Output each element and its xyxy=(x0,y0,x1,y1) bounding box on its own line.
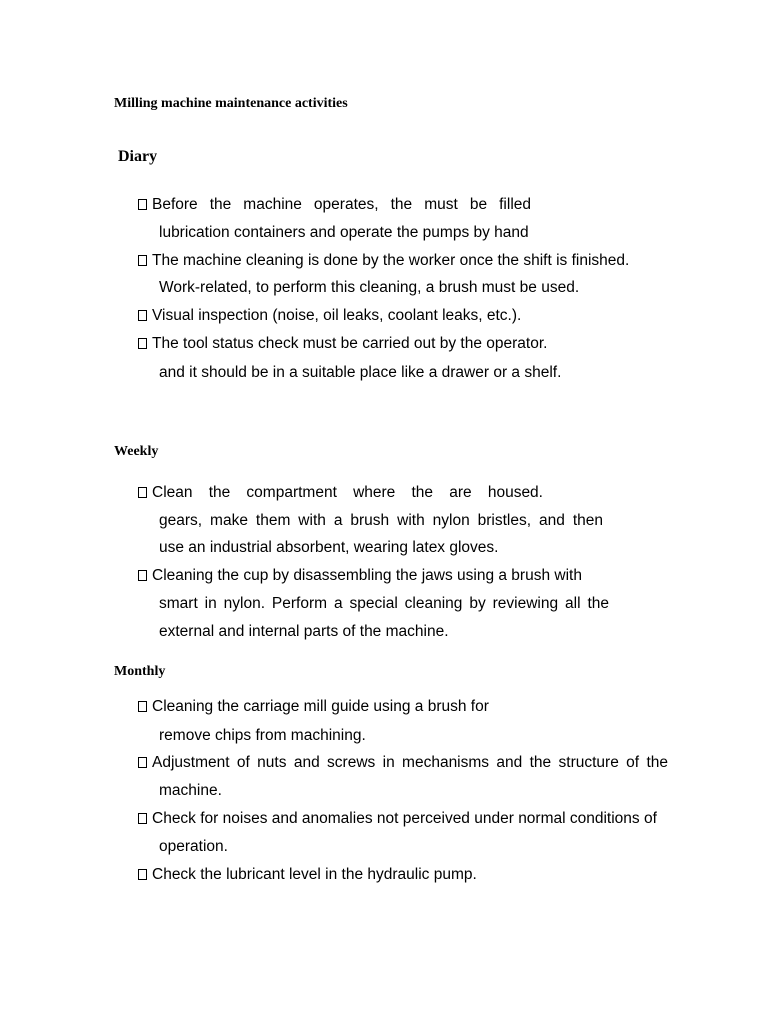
section-heading-diary: Diary xyxy=(118,148,158,165)
monthly-item-3-line-1: Check for noises and anomalies not perceived under normal conditions of xyxy=(138,808,657,830)
diary-item-1-line-2: lubrication containers and operate the pumps by hand xyxy=(159,224,529,241)
bullet-box-icon xyxy=(138,869,147,880)
bullet-box-icon xyxy=(138,310,147,321)
bullet-box-icon xyxy=(138,757,147,768)
bullet-box-icon xyxy=(138,255,147,266)
diary-item-2-line-2: Work-related, to perform this cleaning, a brush must be used. xyxy=(159,279,580,296)
bullet-box-icon xyxy=(138,570,147,581)
weekly-item-1-line-2: gears, make them with a brush with nylon bristles, and then xyxy=(159,512,603,529)
monthly-item-3-line-2: operation. xyxy=(159,838,228,855)
weekly-item-1-line-1: Clean the compartment where the are housed. xyxy=(138,482,543,504)
weekly-item-2-line-3: external and internal parts of the machine. xyxy=(159,623,449,640)
bullet-box-icon xyxy=(138,813,147,824)
diary-item-2-line-1: The machine cleaning is done by the worker once the shift is finished. xyxy=(138,250,629,272)
monthly-item-4-line-1: Check the lubricant level in the hydraulic pump. xyxy=(138,864,477,886)
bullet-box-icon xyxy=(138,487,147,498)
section-heading-monthly: Monthly xyxy=(114,664,166,679)
weekly-item-1-line-3: use an industrial absorbent, wearing latex gloves. xyxy=(159,539,499,556)
monthly-item-1-line-2: remove chips from machining. xyxy=(159,727,366,744)
monthly-item-2-line-2: machine. xyxy=(159,782,222,799)
section-heading-weekly: Weekly xyxy=(114,444,159,459)
diary-item-1-line-1: Before the machine operates, the must be filled xyxy=(138,194,531,216)
weekly-item-2-line-2: smart in nylon. Perform a special cleaning by reviewing all the xyxy=(159,595,609,612)
bullet-box-icon xyxy=(138,338,147,349)
diary-item-3-line-1: Visual inspection (noise, oil leaks, coolant leaks, etc.). xyxy=(138,305,521,327)
diary-item-4-line-2: and it should be in a suitable place like a drawer or a shelf. xyxy=(159,364,562,381)
monthly-item-2-line-1: Adjustment of nuts and screws in mechanisms and the structure of the xyxy=(138,752,668,774)
monthly-item-1-line-1: Cleaning the carriage mill guide using a brush for xyxy=(138,696,489,718)
bullet-box-icon xyxy=(138,199,147,210)
document-title: Milling machine maintenance activities xyxy=(114,96,348,111)
bullet-box-icon xyxy=(138,701,147,712)
diary-item-4-line-1: The tool status check must be carried out by the operator. xyxy=(138,333,547,355)
weekly-item-2-line-1: Cleaning the cup by disassembling the jaws using a brush with xyxy=(138,565,582,587)
